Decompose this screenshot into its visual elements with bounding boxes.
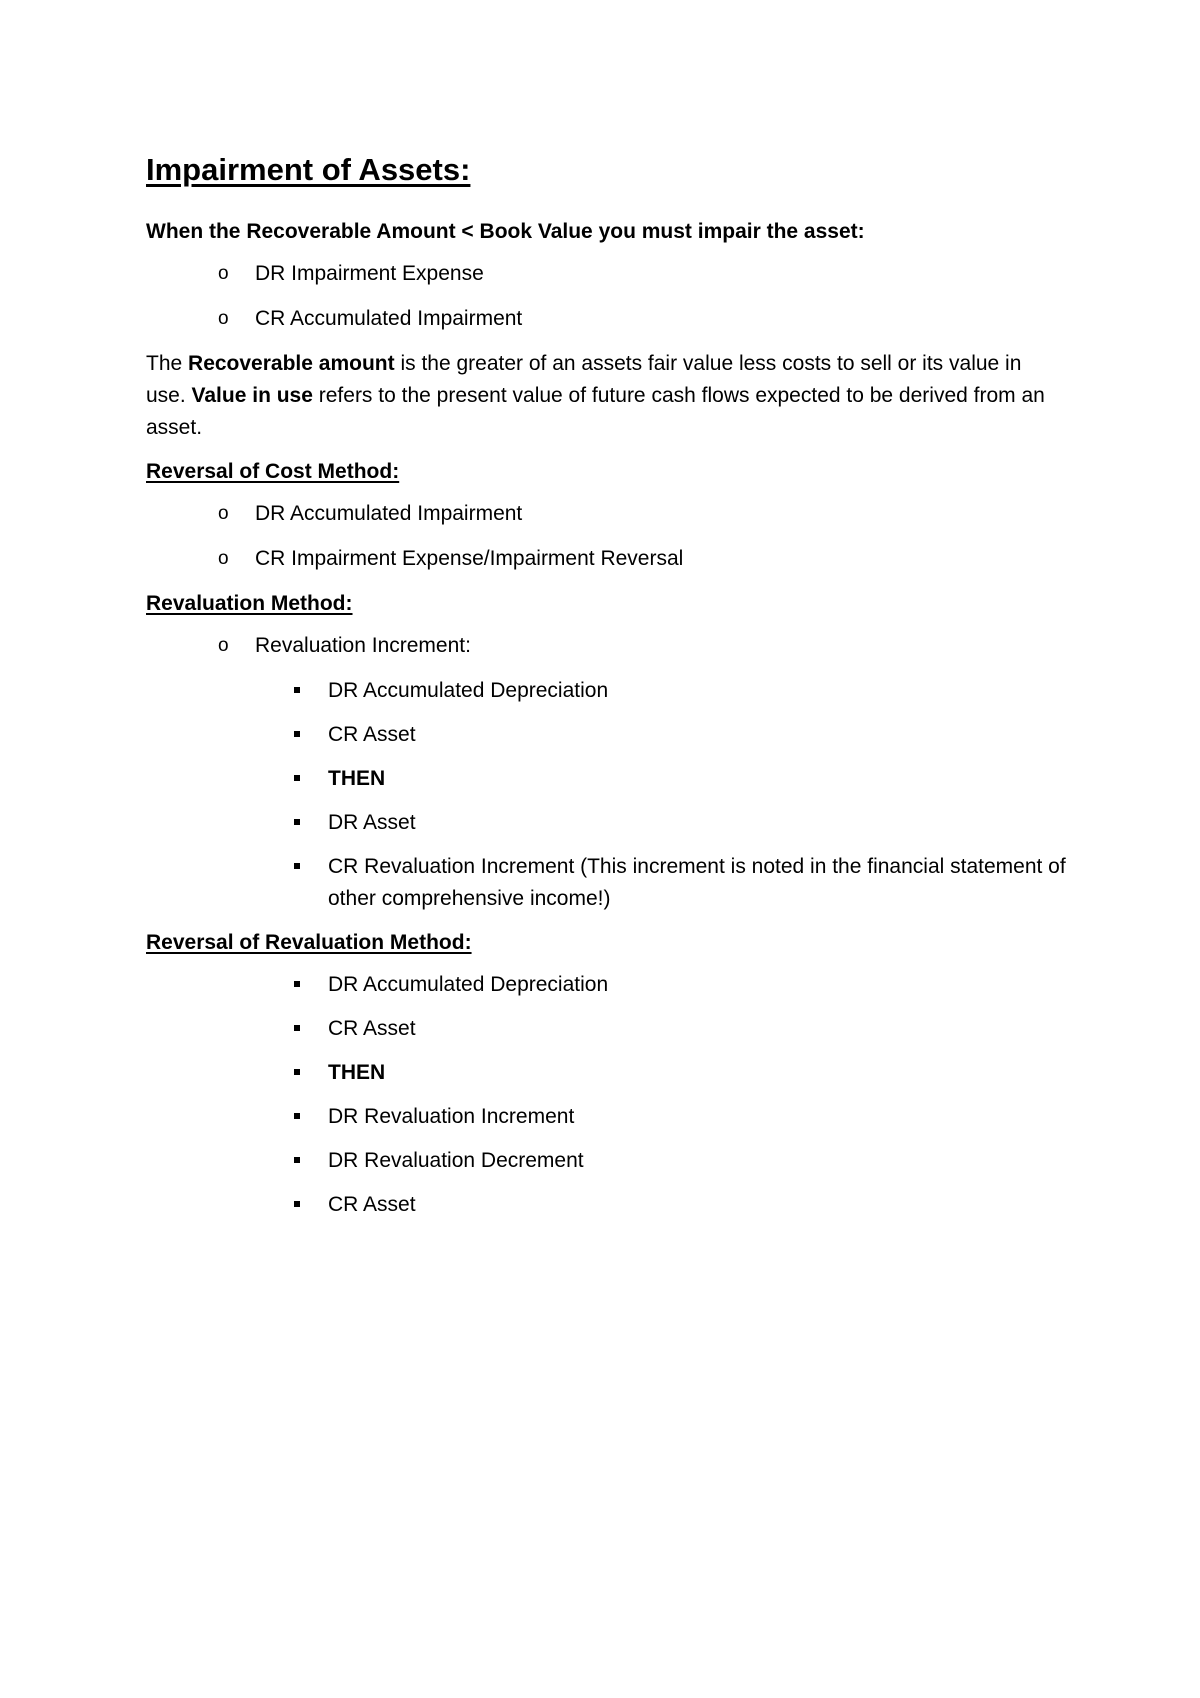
definition-text: refers to the present value of future cash flows expected to be derived from an asset. xyxy=(146,384,1045,439)
entry-text: THEN xyxy=(328,767,386,790)
square-bullet-icon xyxy=(294,1025,300,1031)
list-item xyxy=(146,303,1066,335)
list-item xyxy=(146,851,1066,915)
circle-bullet-icon: o xyxy=(218,263,229,284)
list-item xyxy=(146,543,1066,575)
list-item xyxy=(146,1189,1066,1221)
square-bullet-icon xyxy=(294,731,300,737)
list-item xyxy=(146,630,1066,662)
revaluation-heading: Revaluation Method: xyxy=(146,592,353,615)
list-item xyxy=(146,719,1066,751)
entry-text: THEN xyxy=(328,1061,386,1084)
entry-text: DR Revaluation Increment xyxy=(328,1105,575,1128)
entry-text: DR Accumulated Impairment xyxy=(255,502,523,525)
list-item xyxy=(146,1013,1066,1045)
entry-text: CR Accumulated Impairment xyxy=(255,307,523,330)
list-item xyxy=(146,807,1066,839)
square-bullet-icon xyxy=(294,1113,300,1119)
revaluation-entries-list xyxy=(146,675,1066,915)
square-bullet-icon xyxy=(294,687,300,693)
list-item xyxy=(146,763,1066,795)
square-bullet-icon xyxy=(294,819,300,825)
square-bullet-icon xyxy=(294,1201,300,1207)
definition-term-recoverable: Recoverable amount xyxy=(188,352,395,375)
circle-bullet-icon: o xyxy=(218,635,229,656)
circle-bullet-icon: o xyxy=(218,503,229,524)
square-bullet-icon xyxy=(294,1157,300,1163)
entry-text: CR Asset xyxy=(328,1017,416,1040)
list-item xyxy=(146,258,1066,290)
intro-text: When the Recoverable Amount < Book Value you must impair the asset: xyxy=(146,220,865,243)
list-item xyxy=(146,498,1066,530)
entry-text: CR Asset xyxy=(328,723,416,746)
reversal-cost-heading: Reversal of Cost Method: xyxy=(146,460,400,483)
list-item xyxy=(146,1145,1066,1177)
list-item xyxy=(146,675,1066,707)
impairment-entries-list xyxy=(146,258,1066,335)
definition-text: The xyxy=(146,352,189,375)
definition-term-value-in-use: Value in use xyxy=(191,384,313,407)
entry-text: DR Revaluation Decrement xyxy=(328,1149,584,1172)
circle-bullet-icon: o xyxy=(218,548,229,569)
circle-bullet-icon: o xyxy=(218,308,229,329)
square-bullet-icon xyxy=(294,1069,300,1075)
entry-text: DR Impairment Expense xyxy=(255,262,484,285)
revaluation-list xyxy=(146,630,1066,662)
definition-text: is the greater of an assets fair value less costs to sell or its value in use. xyxy=(146,352,1022,407)
entry-text: CR Asset xyxy=(328,1193,416,1216)
definition-paragraph xyxy=(146,348,1066,444)
list-item xyxy=(146,969,1066,1001)
reversal-revaluation-heading: Reversal of Revaluation Method: xyxy=(146,931,472,954)
reversal-revaluation-list xyxy=(146,969,1066,1221)
page-title: Impairment of Assets: xyxy=(146,152,471,187)
reversal-cost-list xyxy=(146,498,1066,575)
square-bullet-icon xyxy=(294,863,300,869)
entry-text: DR Accumulated Depreciation xyxy=(328,679,609,702)
square-bullet-icon xyxy=(294,775,300,781)
list-item xyxy=(146,1101,1066,1133)
list-item xyxy=(146,1057,1066,1089)
entry-text: DR Asset xyxy=(328,811,416,834)
entry-text: CR Impairment Expense/Impairment Reversal xyxy=(255,547,684,570)
entry-text: DR Accumulated Depreciation xyxy=(328,973,609,996)
entry-text: Revaluation Increment: xyxy=(255,634,471,657)
document-page xyxy=(146,150,1066,1233)
entry-text: CR Revaluation Increment (This increment is noted in the financial statement of other comprehensive income!) xyxy=(328,855,1066,910)
square-bullet-icon xyxy=(294,981,300,987)
